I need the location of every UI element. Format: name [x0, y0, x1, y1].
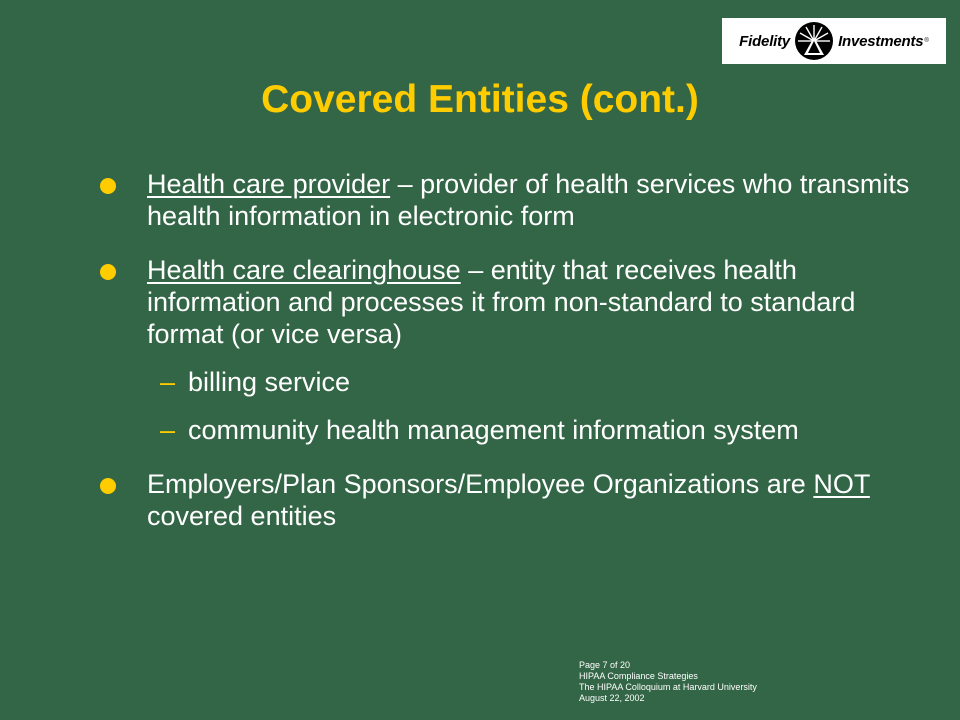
sub-item-billing — [100, 366, 930, 398]
bullet-dot-icon — [100, 178, 116, 194]
bullet-item-clearinghouse — [100, 254, 930, 350]
sub-dash: – — [160, 415, 176, 445]
bullet-text: – provider of health services who transmits health information in electronic form — [147, 169, 910, 231]
footer-page-number: Page 7 of 20 — [579, 660, 631, 670]
bullet-list — [100, 168, 930, 554]
logo-registered-mark: ® — [924, 38, 929, 44]
slide-footer — [579, 660, 757, 704]
bullet-text-pre: Employers/Plan Sponsors/Employee Organizations are — [147, 469, 814, 499]
bullet-term: NOT — [813, 469, 870, 499]
sub-item-community — [100, 414, 930, 446]
logo-right-word: Investments — [838, 32, 924, 50]
sub-text: billing service — [188, 367, 351, 397]
logo-left-word: Fidelity — [739, 32, 791, 50]
sub-text: community health management information system — [188, 415, 799, 445]
bullet-item-employers — [100, 468, 930, 532]
fidelity-logo — [722, 18, 946, 64]
fidelity-pyramid-icon — [794, 21, 834, 61]
bullet-term: Health care provider — [147, 169, 391, 199]
bullet-text-post: covered entities — [147, 501, 337, 531]
bullet-item-provider — [100, 168, 930, 232]
bullet-dot-icon — [100, 478, 116, 494]
sub-dash: – — [160, 367, 176, 397]
slide-title: Covered Entities (cont.) — [261, 78, 699, 121]
bullet-text: – entity that receives health information and processes it from non-standard to standard format (or vice versa) — [147, 255, 856, 349]
footer-line-2: The HIPAA Colloquium at Harvard University — [579, 682, 757, 692]
bullet-term: Health care clearinghouse — [147, 255, 461, 285]
bullet-dot-icon — [100, 264, 116, 280]
footer-line-3: August 22, 2002 — [579, 693, 645, 703]
footer-line-1: HIPAA Compliance Strategies — [579, 671, 698, 681]
